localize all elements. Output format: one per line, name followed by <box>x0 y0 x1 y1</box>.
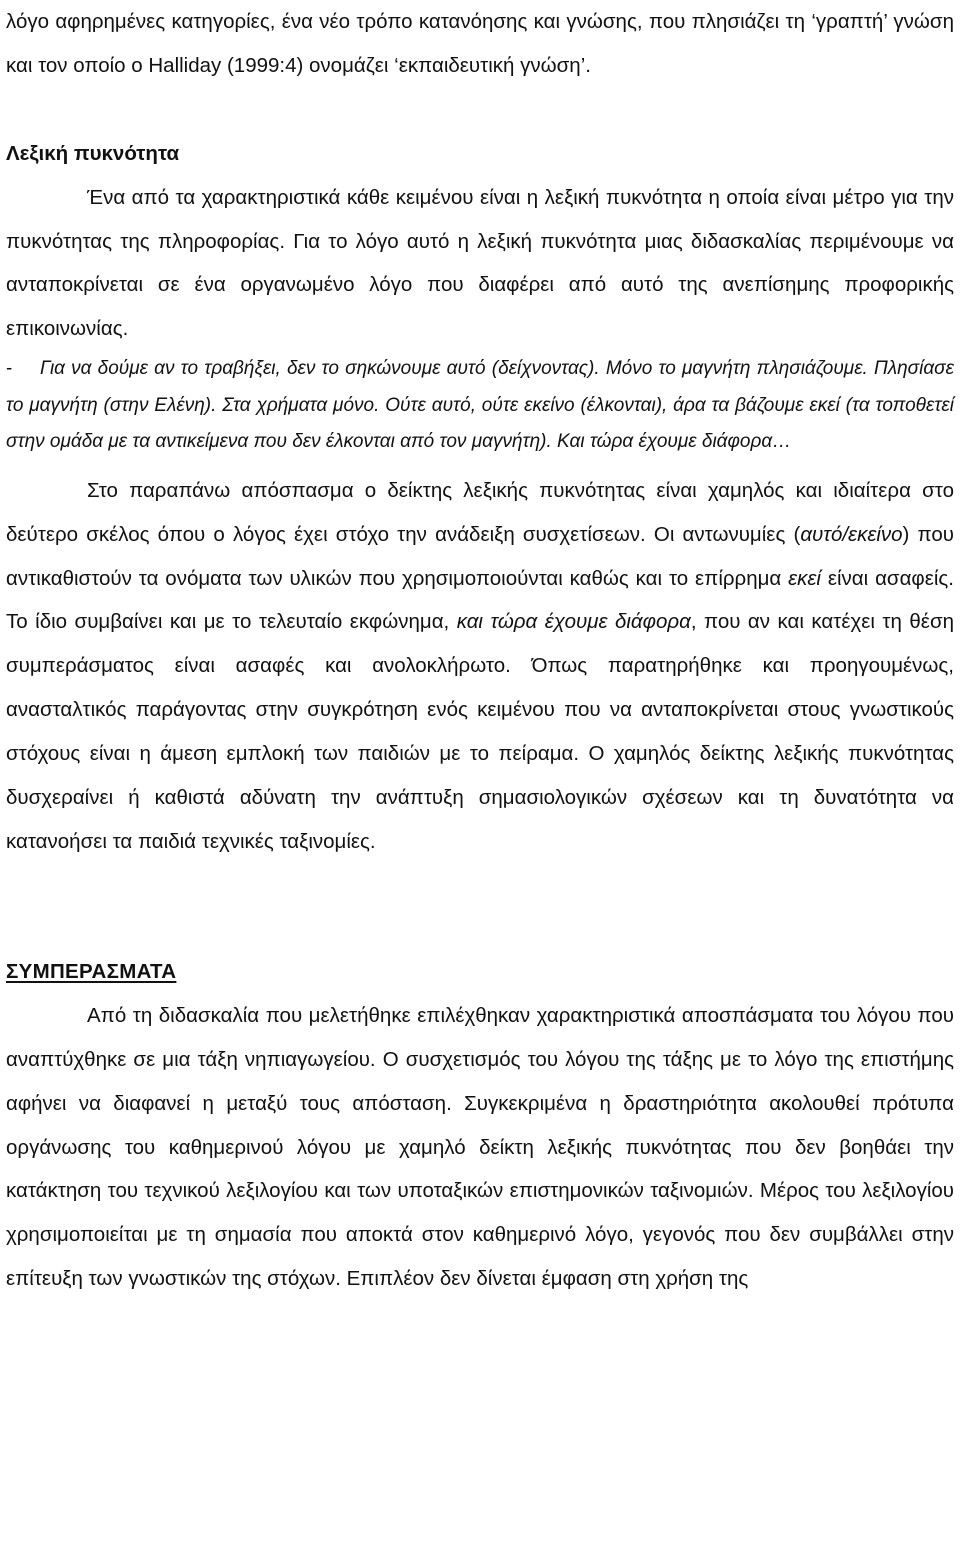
spacer <box>6 461 954 469</box>
document-page <box>6 0 954 1301</box>
lexical-density-paragraph: Ένα από τα χαρακτηριστικά κάθε κειμένου είναι η λεξική πυκνότητα η οποία είναι μέτρο για την πυκνότητας της πληροφορίας. Για το λόγο αυτό η λεξική πυκνότητα μιας διδασκαλίας περιμένουμε να ανταποκρίνεται σε ένα οργανωμένο λόγο που διαφέρει από αυτό της ανεπίσημης προφορικής επικοινωνίας. <box>6 185 954 341</box>
analysis-italic-utterance: και τώρα έχουμε διάφορα <box>456 610 691 634</box>
analysis-text-3: είναι ασαφείς. Το ίδιο συμβαίνει και με το τελευταίο εκφώνημα, <box>6 566 954 634</box>
analysis-text-2: ) που αντικαθιστούν τα ονόματα των υλικών που χρησιμοποιούνται καθώς και το επίρρημα <box>6 522 954 590</box>
spacer <box>6 864 954 950</box>
section-heading-lexical-density: Λεξική πυκνότητα <box>6 141 180 165</box>
analysis-text-4: , που αν και κατέχει τη θέση συμπεράσματος είναι ασαφές και ανολοκλήρωτο. Όπως παρατηρήθηκε και προηγουμένως, ανασταλτικός παράγοντας στην συγκρότηση ενός κειμένου που να ανταποκρίνεται στους γνωστικούς στόχους είναι η άμεση εμπλοκή των παιδιών με το πείραμα. Ο χαμηλός δείκτης λεξικής πυκνότητας δυσχεραίνει ή καθιστά αδύνατη την ανάπτυξη σημασιολογικών σχέσεων και τη δυνατότητα να κατανοήσει τα παιδιά τεχνικές ταξινομίες. <box>6 610 955 853</box>
spacer <box>6 88 954 132</box>
analysis-paragraph <box>6 469 954 864</box>
intro-paragraph: λόγο αφηρημένες κατηγορίες, ένα νέο τρόπο κατανόησης και γνώσης, που πλησιάζει τη ‘γραπτή’ γνώση και τον οποίο ο Halliday (1999:4) ονομάζει ‘εκπαιδευτική γνώση’. <box>6 10 954 77</box>
classroom-transcript-quote <box>6 351 954 461</box>
conclusions-paragraph: Από τη διδασκαλία που μελετήθηκε επιλέχθηκαν χαρακτηριστικά αποσπάσματα του λόγου που αναπτύχθηκε σε μια τάξη νηπιαγωγείου. Ο συσχετισμός του λόγου της τάξης με το λόγο της επιστήμης αφήνει να διαφανεί η μεταξύ τους απόσταση. Συγκεκριμένα η δραστηριότητα ακολουθεί πρότυπα οργάνωσης του καθημερινού λόγου με χαμηλό δείκτη λεξικής πυκνότητας που δεν βοηθάει την κατάκτηση του τεχνικού λεξιλογίου και των υποταξικών επιστημονικών ταξινομιών. Μέρος του λεξιλογίου χρησιμοποιείται με τη σημασία που αποκτά στον καθημερινό λόγο, γεγονός που δεν συμβάλλει στην επίτευξη των γνωστικών της στόχων. Επιπλέον δεν δίνεται έμφαση στη χρήση της <box>6 1003 954 1291</box>
quote-text: Για να δούμε αν το τραβήξει, δεν το σηκώνουμε αυτό (δείχνοντας). Μόνο το μαγνήτη πλησιάζουμε. Πλησίασε το μαγνήτη (στην Ελένη). Στα χρήματα μόνο. Ούτε αυτό, ούτε εκείνο (έλκονται), άρα τα βάζουμε εκεί (τα τοποθετεί στην ομάδα με τα αντικείμενα που δεν έλκονται από τον μαγνήτη). Και τώρα έχουμε διάφορα… <box>6 358 954 453</box>
analysis-text-1: Στο παραπάνω απόσπασμα ο δείκτης λεξικής πυκνότητας είναι χαμηλός και ιδιαίτερα στο δεύτερο σκέλος όπου ο λόγος έχει στόχο την ανάδειξη συσχετίσεων. Οι αντωνυμίες ( <box>6 478 954 546</box>
analysis-italic-adverb: εκεί <box>788 566 821 590</box>
analysis-italic-pronouns: αυτό/εκείνο <box>800 522 903 546</box>
section-heading-conclusions: ΣΥΜΠΕΡΑΣΜΑΤΑ <box>6 959 177 983</box>
quote-dash: - <box>6 358 13 380</box>
